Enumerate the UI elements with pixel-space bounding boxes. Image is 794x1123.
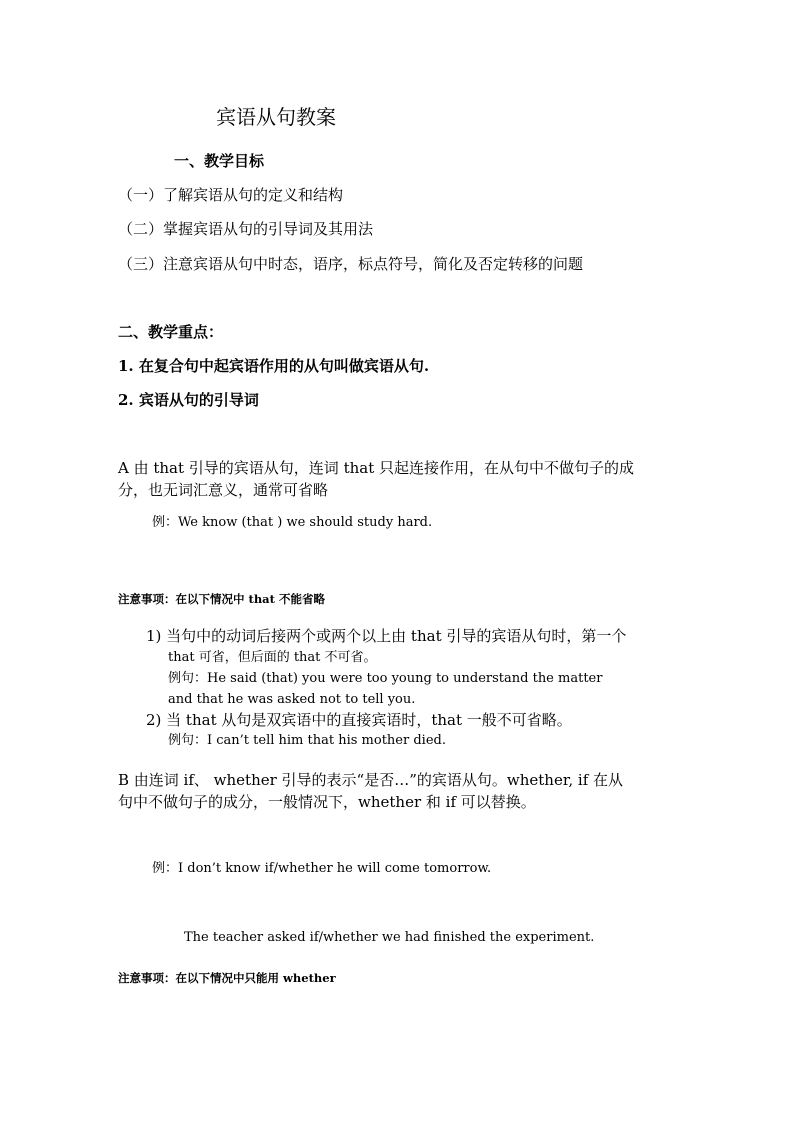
part-b-example-1: 例：I don’t know if/whether he will come tomorrow. (152, 861, 492, 876)
part-a-line-1: A 由 that 引导的宾语从句，连词 that 只起连接作用，在从句中不做句子的成 (118, 459, 634, 477)
note-a-item-2-line-1: 2) 当 that 从句是双宾语中的直接宾语时，that 一般不可省略。 (146, 711, 572, 729)
objective-3: （三）注意宾语从句中时态，语序，标点符号，简化及否定转移的问题 (118, 255, 584, 273)
note-a-item-1-example-2: and that he was asked not to tell you. (168, 692, 416, 707)
section2-heading: 二、教学重点： (118, 323, 224, 341)
note-a-item-1-line-2: that 可省，但后面的 that 不可省。 (168, 650, 377, 665)
note-b-heading: 注意事项：在以下情况中只能用 whether (118, 971, 336, 985)
note-a-item-1-example-1: 例句：He said (that) you were too young to understand the matter (168, 671, 603, 686)
section1-heading: 一、教学目标 (174, 152, 265, 170)
key-point-1: 1. 在复合句中起宾语作用的从句叫做宾语从句. (118, 357, 430, 375)
objective-1: （一）了解宾语从句的定义和结构 (118, 186, 344, 204)
page-title: 宾语从句教案 (216, 105, 336, 129)
note-a-item-2-example: 例句：I can’t tell him that his mother died. (168, 733, 446, 748)
objective-2: （二）掌握宾语从句的引导词及其用法 (118, 220, 374, 238)
key-point-2: 2. 宾语从句的引导词 (118, 391, 259, 409)
part-a-example: 例：We know (that ) we should study hard. (152, 515, 433, 530)
part-a-line-2: 分，也无词汇意义，通常可省略 (118, 481, 329, 499)
part-b-example-2: The teacher asked if/whether we had finished the experiment. (184, 930, 595, 945)
note-a-item-1-line-1: 1) 当句中的动词后接两个或两个以上由 that 引导的宾语从句时，第一个 (146, 627, 627, 645)
part-b-line-1: B 由连词 if、 whether 引导的表示“是否…”的宾语从句。whether, if 在从 (118, 771, 624, 789)
note-a-heading: 注意事项：在以下情况中 that 不能省略 (118, 592, 325, 606)
part-b-line-2: 句中不做句子的成分，一般情况下，whether 和 if 可以替换。 (118, 793, 536, 811)
